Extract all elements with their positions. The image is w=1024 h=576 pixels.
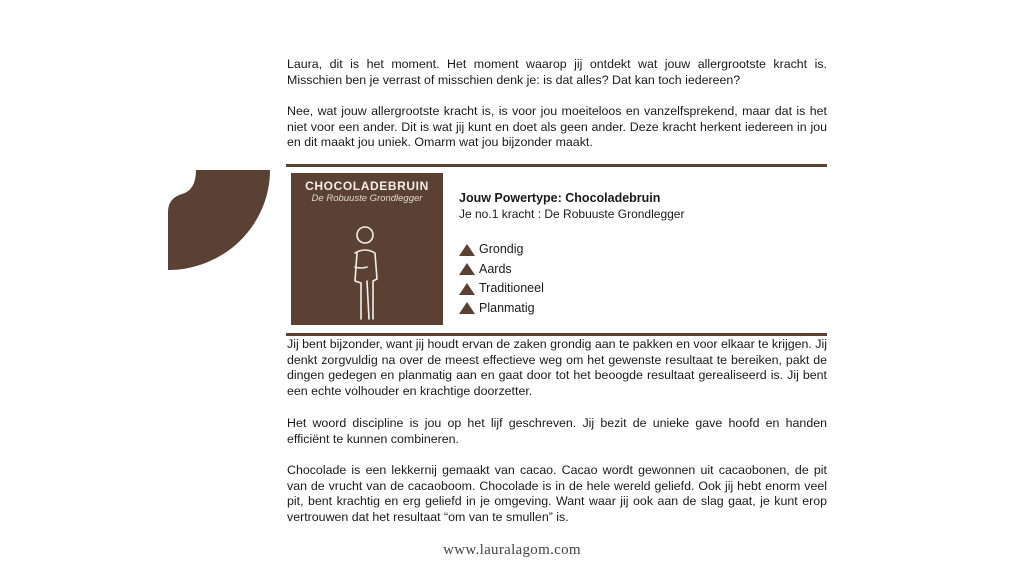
powertype-heading: Jouw Powertype: Chocoladebruin: [459, 191, 661, 205]
triangle-bullet-icon: [459, 244, 475, 256]
trait-item: [459, 299, 544, 319]
standing-figure-icon: [339, 223, 389, 323]
trait-label: Traditioneel: [479, 281, 544, 295]
trait-label: Grondig: [479, 242, 524, 256]
badge-subtitle: De Robuuste Grondlegger: [311, 193, 423, 204]
intro-paragraph-1: Laura, dit is het moment. Het moment waarop jij ontdekt wat jouw allergrootste kracht is. Misschien ben je verrast of misschien denk je: is dat alles? Dat kan toch iedereen?: [287, 57, 827, 87]
decorative-quarter-shape: [168, 170, 270, 270]
triangle-bullet-icon: [459, 302, 475, 314]
powertype-badge: [291, 173, 443, 325]
intro-paragraph-2: Nee, wat jouw allergrootste kracht is, is voor jou moeiteloos en vanzelfsprekend, maar dat is het niet voor een ander. Dit is wat jij kunt en doet als geen ander. Deze kracht herkent iedereen in jou en dit maakt jou uniek. Omarm wat jou bijzonder maakt.: [287, 104, 827, 150]
trait-item: [459, 240, 544, 260]
badge-title: CHOCOLADEBRUIN: [305, 179, 429, 193]
trait-item: [459, 260, 544, 280]
body-paragraph-1: Jij bent bijzonder, want jij houdt ervan de zaken grondig aan te pakken en voor elkaar te krijgen. Jij denkt zorgvuldig na over de meest effectieve weg om het gewenste resultaat te bereiken, pakt de dingen gedegen en planmatig aan en gaat door tot het beoogde resultaat gerealiseerd is. Jij bent een echte volhouder en krachtige doorzetter.: [287, 337, 828, 398]
triangle-bullet-icon: [459, 283, 475, 295]
trait-label: Aards: [479, 261, 512, 276]
triangle-bullet-icon: [459, 263, 475, 275]
body-paragraph-2: Het woord discipline is jou op het lijf geschreven. Jij bezit de unieke gave hoofd en handen efficiënt te kunnen combineren.: [287, 416, 827, 446]
trait-label: Planmatig: [479, 300, 535, 315]
body-paragraph-3: Chocolade is een lekkernij gemaakt van cacao. Cacao wordt gewonnen uit cacaobonen, de pit van de vrucht van de cacaoboom. Chocolade is in de hele wereld geliefd. Ook jij hebt enorm veel pit, bent krachtig en erg geliefd in je omgeving. Want waar jij ook aan de slag gaat, je kunt erop vertrouwen dat het resultaat “om van te smullen” is.: [287, 463, 827, 524]
bottom-divider: [286, 333, 827, 336]
footer-website: www.lauralagom.com: [443, 542, 581, 558]
top-divider: [286, 164, 827, 167]
trait-item: [459, 279, 544, 299]
trait-list: [459, 240, 544, 318]
powertype-strength: Je no.1 kracht : De Robuuste Grondlegger: [459, 207, 685, 221]
